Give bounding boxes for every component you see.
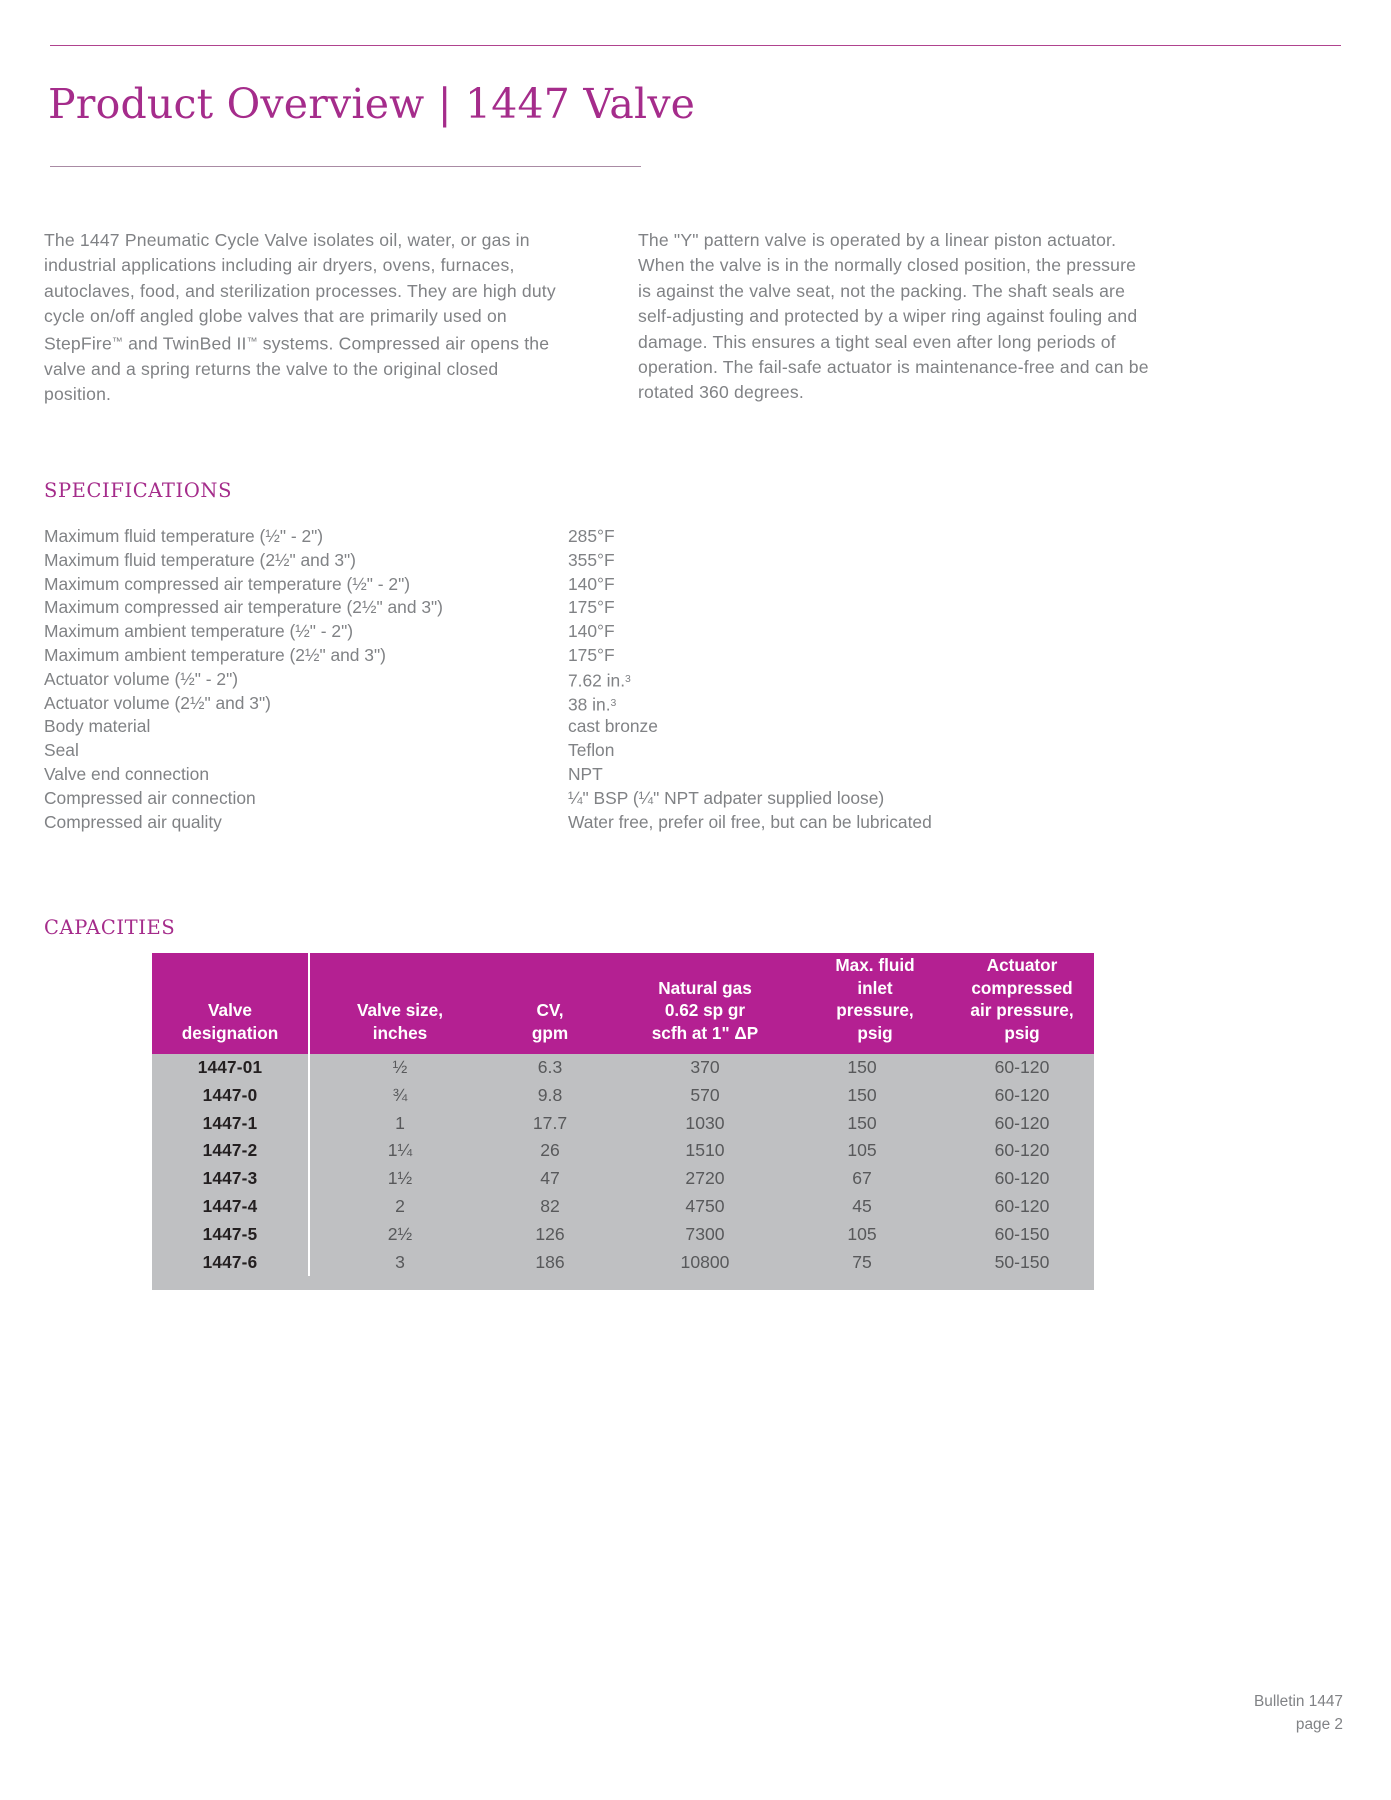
table-header-actuator bbox=[950, 953, 1094, 1054]
table-cell-actuator: 60-150 bbox=[950, 1221, 1094, 1249]
capacities-table bbox=[152, 953, 1094, 1290]
table-row bbox=[152, 1110, 1094, 1138]
table-cell-cv: 47 bbox=[490, 1165, 610, 1193]
table-row bbox=[152, 1082, 1094, 1110]
table-header-line: compressed bbox=[971, 977, 1073, 998]
spec-label: Maximum ambient temperature (2½" and 3") bbox=[44, 644, 386, 665]
table-header-line: inches bbox=[372, 1023, 428, 1044]
spec-value: 38 in.$^3$ bbox=[568, 694, 617, 715]
table-cell-designation: 1447-0 bbox=[152, 1082, 309, 1110]
table-header-cv bbox=[490, 953, 610, 1054]
spec-label: Valve end connection bbox=[44, 763, 210, 784]
table-header-line: pressure, bbox=[836, 1000, 914, 1021]
table-header-designation bbox=[152, 953, 309, 1054]
table-header-size bbox=[309, 953, 490, 1054]
spec-value-exponent: 3 bbox=[610, 697, 617, 709]
spec-value: 355°F bbox=[568, 549, 615, 570]
table-cell-actuator: 60-120 bbox=[950, 1054, 1094, 1082]
intro-paragraph-right: The "Y" pattern valve is operated by a linear piston actuator. When the valve is in the normally closed position, the pressure is against the valve seat, not the packing. The shaft seals are self-adjusting and protected by a wiper ring against fouling and damage. This ensures a tight seal even after long periods of operation. The fail-safe actuator is maintenance-free and can be rotated 360 degrees. bbox=[638, 230, 1149, 403]
table-header-line: Valve size, bbox=[356, 1000, 443, 1021]
table-cell-size: ¾ bbox=[309, 1082, 490, 1110]
table-cell-size: 3 bbox=[309, 1249, 490, 1284]
spec-value-exponent: 3 bbox=[625, 673, 631, 685]
spec-label: Compressed air connection bbox=[44, 787, 256, 808]
table-cell-size: ½ bbox=[309, 1054, 490, 1082]
spec-value: 140°F bbox=[568, 621, 615, 642]
spec-row bbox=[44, 787, 1164, 811]
spec-value: Teflon bbox=[568, 740, 615, 761]
spec-row bbox=[44, 668, 1164, 692]
capacities-heading: CAPACITIES bbox=[44, 916, 176, 939]
table-cell-actuator: 50-150 bbox=[950, 1249, 1094, 1284]
spec-value: ¼" BSP (¼" NPT adpater supplied loose) bbox=[568, 787, 885, 808]
table-cell-cv: 9.8 bbox=[490, 1082, 610, 1110]
table-header-line: 0.62 sp gr bbox=[664, 1000, 746, 1021]
table-cell-inlet: 75 bbox=[800, 1249, 950, 1284]
table-cell-gas: 10800 bbox=[610, 1249, 800, 1284]
table-header-inlet bbox=[800, 953, 950, 1054]
table-row bbox=[152, 1165, 1094, 1193]
table-row bbox=[152, 1137, 1094, 1165]
table-header-gas bbox=[610, 953, 800, 1054]
spec-value: Water free, prefer oil free, but can be lubricated bbox=[568, 811, 932, 832]
spec-label: Maximum fluid temperature (2½" and 3") bbox=[44, 549, 356, 570]
spec-label: Actuator volume (2½" and 3") bbox=[44, 692, 271, 713]
table-header-line: scfh at 1" ΔP bbox=[651, 1023, 759, 1044]
table-cell-designation: 1447-01 bbox=[152, 1054, 309, 1082]
spec-row bbox=[44, 763, 1164, 787]
table-header-line: Actuator bbox=[986, 954, 1058, 975]
spec-row bbox=[44, 620, 1164, 644]
table-cell-actuator: 60-120 bbox=[950, 1165, 1094, 1193]
table-header-line: psig bbox=[857, 1023, 893, 1044]
spec-value: NPT bbox=[568, 763, 603, 784]
table-header-row bbox=[152, 953, 1094, 1054]
spec-label: Maximum ambient temperature (½" - 2") bbox=[44, 621, 354, 642]
header-rule-under-title bbox=[50, 166, 641, 167]
table-row bbox=[152, 1249, 1094, 1284]
table-header-line: Natural gas bbox=[658, 977, 752, 998]
spec-value: cast bronze bbox=[568, 716, 658, 737]
spec-label: Maximum compressed air temperature (½" - 2") bbox=[44, 573, 411, 594]
table-header-line: psig bbox=[1004, 1023, 1040, 1044]
spec-row bbox=[44, 715, 1164, 739]
capacities-table-head bbox=[152, 953, 1094, 1054]
table-cell-size: 1¼ bbox=[309, 1137, 490, 1165]
table-cell-gas: 2720 bbox=[610, 1165, 800, 1193]
spec-row bbox=[44, 739, 1164, 763]
table-cell-designation: 1447-5 bbox=[152, 1221, 309, 1249]
spec-label: Maximum fluid temperature (½" - 2") bbox=[44, 526, 324, 546]
specifications-heading: SPECIFICATIONS bbox=[44, 479, 233, 502]
trademark-mark: ™ bbox=[246, 335, 258, 348]
table-cell-cv: 26 bbox=[490, 1137, 610, 1165]
table-row bbox=[152, 1221, 1094, 1249]
trademark-mark: ™ bbox=[111, 335, 123, 348]
table-cell-designation: 1447-1 bbox=[152, 1110, 309, 1138]
spec-label: Maximum compressed air temperature (2½" and 3") bbox=[44, 597, 443, 618]
intro-paragraph-left: The 1447 Pneumatic Cycle Valve isolates oil, water, or gas in industrial applications including air dryers, ovens, furnaces, autoclaves, food, and sterilization processes. They are high duty cycle on/off angled globe valves that are primarily used on StepFire™ and TwinBed II™ systems. Compressed air opens the valve and a spring returns the valve to the original closed position. bbox=[44, 230, 556, 405]
table-cell-cv: 82 bbox=[490, 1193, 610, 1221]
table-cell-inlet: 67 bbox=[800, 1165, 950, 1193]
table-cell-gas: 1030 bbox=[610, 1110, 800, 1138]
spec-label: Seal bbox=[44, 740, 79, 761]
table-cell-actuator: 60-120 bbox=[950, 1193, 1094, 1221]
table-cell-designation: 1447-3 bbox=[152, 1165, 309, 1193]
table-cell-gas: 4750 bbox=[610, 1193, 800, 1221]
table-cell-cv: 17.7 bbox=[490, 1110, 610, 1138]
table-cell-actuator: 60-120 bbox=[950, 1082, 1094, 1110]
table-cell-gas: 7300 bbox=[610, 1221, 800, 1249]
capacities-table-body bbox=[152, 1054, 1094, 1283]
specifications-list bbox=[44, 525, 1164, 834]
header-rule-top bbox=[50, 45, 1341, 46]
intro-section bbox=[44, 228, 1344, 407]
table-header-line: gpm bbox=[531, 1023, 569, 1044]
page-footer bbox=[1254, 1690, 1343, 1736]
spec-label: Compressed air quality bbox=[44, 811, 222, 832]
spec-value: 175°F bbox=[568, 597, 615, 618]
spec-label: Actuator volume (½" - 2") bbox=[44, 668, 239, 689]
spec-value: 175°F bbox=[568, 644, 615, 665]
table-cell-inlet: 150 bbox=[800, 1110, 950, 1138]
spec-label: Body material bbox=[44, 716, 151, 737]
table-cell-size: 2½ bbox=[309, 1221, 490, 1249]
table-cell-designation: 1447-4 bbox=[152, 1193, 309, 1221]
table-row bbox=[152, 1193, 1094, 1221]
table-cell-size: 2 bbox=[309, 1193, 490, 1221]
table-cell-inlet: 150 bbox=[800, 1082, 950, 1110]
table-cell-cv: 186 bbox=[490, 1249, 610, 1284]
footer-page-number: page 2 bbox=[1295, 1716, 1343, 1733]
table-header-line: inlet bbox=[857, 977, 893, 998]
spec-row bbox=[44, 525, 1164, 549]
spec-value: 140°F bbox=[568, 573, 615, 594]
table-cell-inlet: 105 bbox=[800, 1137, 950, 1165]
table-header-line: Valve bbox=[208, 1000, 252, 1021]
table-header-line: designation bbox=[181, 1023, 279, 1044]
table-row bbox=[152, 1054, 1094, 1082]
table-cell-cv: 6.3 bbox=[490, 1054, 610, 1082]
table-cell-actuator: 60-120 bbox=[950, 1110, 1094, 1138]
table-cell-inlet: 105 bbox=[800, 1221, 950, 1249]
table-header-line: air pressure, bbox=[970, 1000, 1074, 1021]
table-cell-designation: 1447-2 bbox=[152, 1137, 309, 1165]
spec-value: 285°F bbox=[568, 526, 615, 546]
table-cell-inlet: 150 bbox=[800, 1054, 950, 1082]
footer-bulletin: Bulletin 1447 bbox=[1254, 1693, 1343, 1710]
spec-value: 7.62 in.$^3$ bbox=[568, 670, 631, 691]
spec-row bbox=[44, 811, 1164, 835]
table-header-line: CV, bbox=[536, 1000, 564, 1021]
spec-row bbox=[44, 692, 1164, 716]
table-cell-gas: 1510 bbox=[610, 1137, 800, 1165]
table-cell-size: 1 bbox=[309, 1110, 490, 1138]
table-header-line: Max. fluid bbox=[835, 954, 915, 975]
table-cell-gas: 370 bbox=[610, 1054, 800, 1082]
page-title: Product Overview | 1447 Valve bbox=[48, 80, 696, 128]
table-cell-gas: 570 bbox=[610, 1082, 800, 1110]
table-cell-cv: 126 bbox=[490, 1221, 610, 1249]
table-cell-size: 1½ bbox=[309, 1165, 490, 1193]
table-cell-designation: 1447-6 bbox=[152, 1249, 309, 1284]
spec-row bbox=[44, 573, 1164, 597]
table-cell-actuator: 60-120 bbox=[950, 1137, 1094, 1165]
spec-row bbox=[44, 549, 1164, 573]
spec-row bbox=[44, 596, 1164, 620]
spec-row bbox=[44, 644, 1164, 668]
table-cell-inlet: 45 bbox=[800, 1193, 950, 1221]
